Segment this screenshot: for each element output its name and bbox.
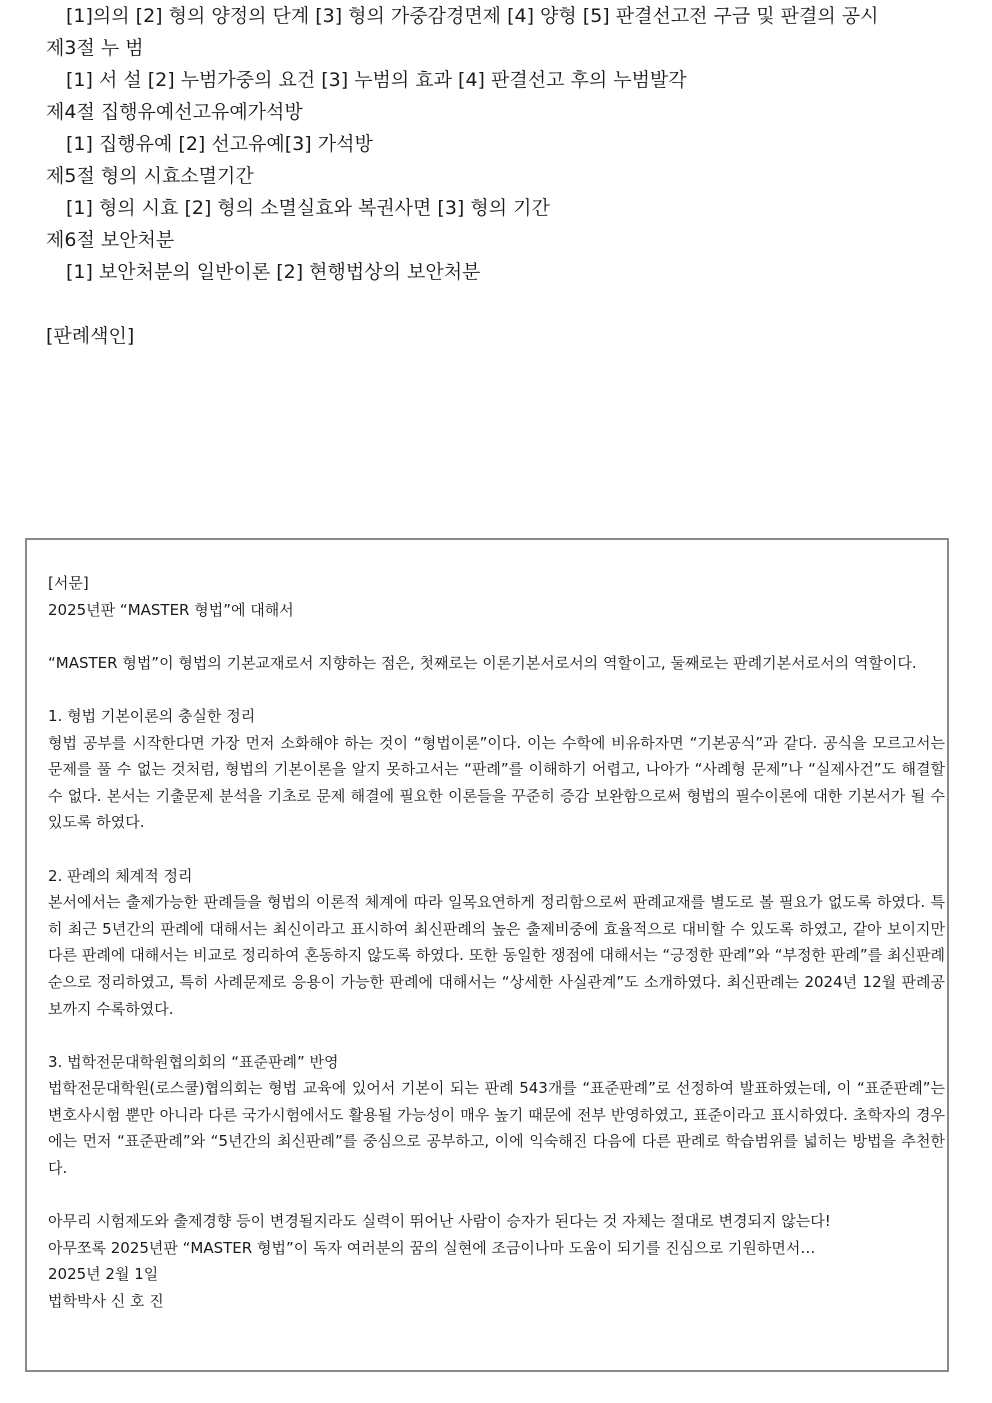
toc-section-6-items: [1] 보안처분의 일반이론 [2] 현행법상의 보안처분 <box>66 261 481 283</box>
toc-section-6: 제6절 보안처분 <box>46 229 175 251</box>
section-2-body: 본서에서는 출제가능한 판례들을 형법의 이론적 체계에 따라 일목요연하게 정리함으로써 판례교재를 별도로 볼 필요가 없도록 하였다. 특히 최근 5년간의 판례에 대해서는 최신이라고 표시하여 최신판례의 높은 출제비중에 효율적으로 대비할 수 있도록 하였고, 같아 보이지만 다른 판례에 대해서는 비교로 정리하여 혼동하지 않도록 하였다. 또한 동일한 쟁점에 대해서는 “긍정한 판례”와 “부정한 판례”를 최신판례 순으로 정리하였고, 특히 사례문제로 응용이 가능한 판례에 대해서는 “상세한 사실관계”도 소개하였다. 최신판례는 2024년 12월 판례공보까지 수록하였다. <box>48 893 945 1018</box>
preface-title: 2025년판 “MASTER 형법”에 대해서 <box>48 600 294 619</box>
section-3-body: 법학전문대학원(로스쿨)협의회는 형법 교육에 있어서 기본이 되는 판례 543개를 “표준판례”로 선정하여 발표하였는데, 이 “표준판례”는 변호사시험 뿐만 아니라 다른 국가시험에서도 활용될 가능성이 매우 높기 때문에 전부 반영하였고, 표준이라고 표시하였다. 초학자의 경우에는 먼저 “표준판례”와 “5년간의 최신판례”를 중심으로 공부하고, 이에 익숙해진 다음에 다른 판례로 학습범위를 넓히는 방법을 추천한다. <box>48 1079 945 1178</box>
toc-section-4: 제4절 집행유예선고유예가석방 <box>46 101 303 123</box>
section-1-heading: 1. 형법 기본이론의 충실한 정리 <box>48 706 256 725</box>
toc-section-5-items: [1] 형의 시효 [2] 형의 소멸실효와 복권사면 [3] 형의 기간 <box>66 197 550 219</box>
toc-section-5: 제5절 형의 시효소멸기간 <box>46 165 254 187</box>
preface-box <box>25 538 949 1372</box>
table-of-contents <box>46 0 946 352</box>
closing-statement: 아무리 시험제도와 출제경향 등이 변경될지라도 실력이 뛰어난 사람이 승자가 된다는 것 자체는 절대로 변경되지 않는다! <box>48 1212 831 1231</box>
toc-section-3-items: [1] 서 설 [2] 누범가중의 요건 [3] 누범의 효과 [4] 판결선고 후의 누범발각 <box>66 69 687 91</box>
toc-section-4-items: [1] 집행유예 [2] 선고유예[3] 가석방 <box>66 133 373 155</box>
section-2-heading: 2. 판례의 체계적 정리 <box>48 866 193 885</box>
toc-case-index: [판례색인] <box>46 325 135 347</box>
toc-chapter2-items: [1]의의 [2] 형의 양정의 단계 [3] 형의 가중감경면제 [4] 양형 [5] 판결선고전 구금 및 판결의 공시 <box>66 5 879 27</box>
section-1-body: 형법 공부를 시작한다면 가장 먼저 소화해야 하는 것이 “형법이론”이다. 이는 수학에 비유하자면 “기본공식”과 같다. 공식을 모르고서는 문제를 풀 수 없는 것처럼, 형법의 기본이론을 알지 못하고서는 “판례”를 이해하기 어렵고, 나아가 “사례형 문제”나 “실제사건”도 해결할 수 없다. 본서는 기출문제 분석을 기초로 문제 해결에 필요한 이론들을 꾸준히 증감 보완함으로써 형법의 필수이론에 대한 기본서가 될 수 있도록 하였다. <box>48 733 945 832</box>
preface-intro: “MASTER 형법”이 형법의 기본교재로서 지향하는 점은, 첫째로는 이론기본서로서의 역할이고, 둘째로는 판례기본서로서의 역할이다. <box>48 653 917 672</box>
preface-label: [서문] <box>48 574 89 592</box>
toc-section-3: 제3절 누 범 <box>46 37 144 59</box>
preface-date: 2025년 2월 1일 <box>48 1265 159 1284</box>
closing-wish: 아무쪼록 2025년판 “MASTER 형법”이 독자 여러분의 꿈의 실현에 조금이나마 도움이 되기를 진심으로 기원하면서… <box>48 1238 816 1257</box>
section-3-heading: 3. 법학전문대학원협의회의 “표준판례” 반영 <box>48 1052 339 1071</box>
preface-content <box>48 570 945 1315</box>
preface-author: 법학박사 신 호 진 <box>48 1292 164 1311</box>
